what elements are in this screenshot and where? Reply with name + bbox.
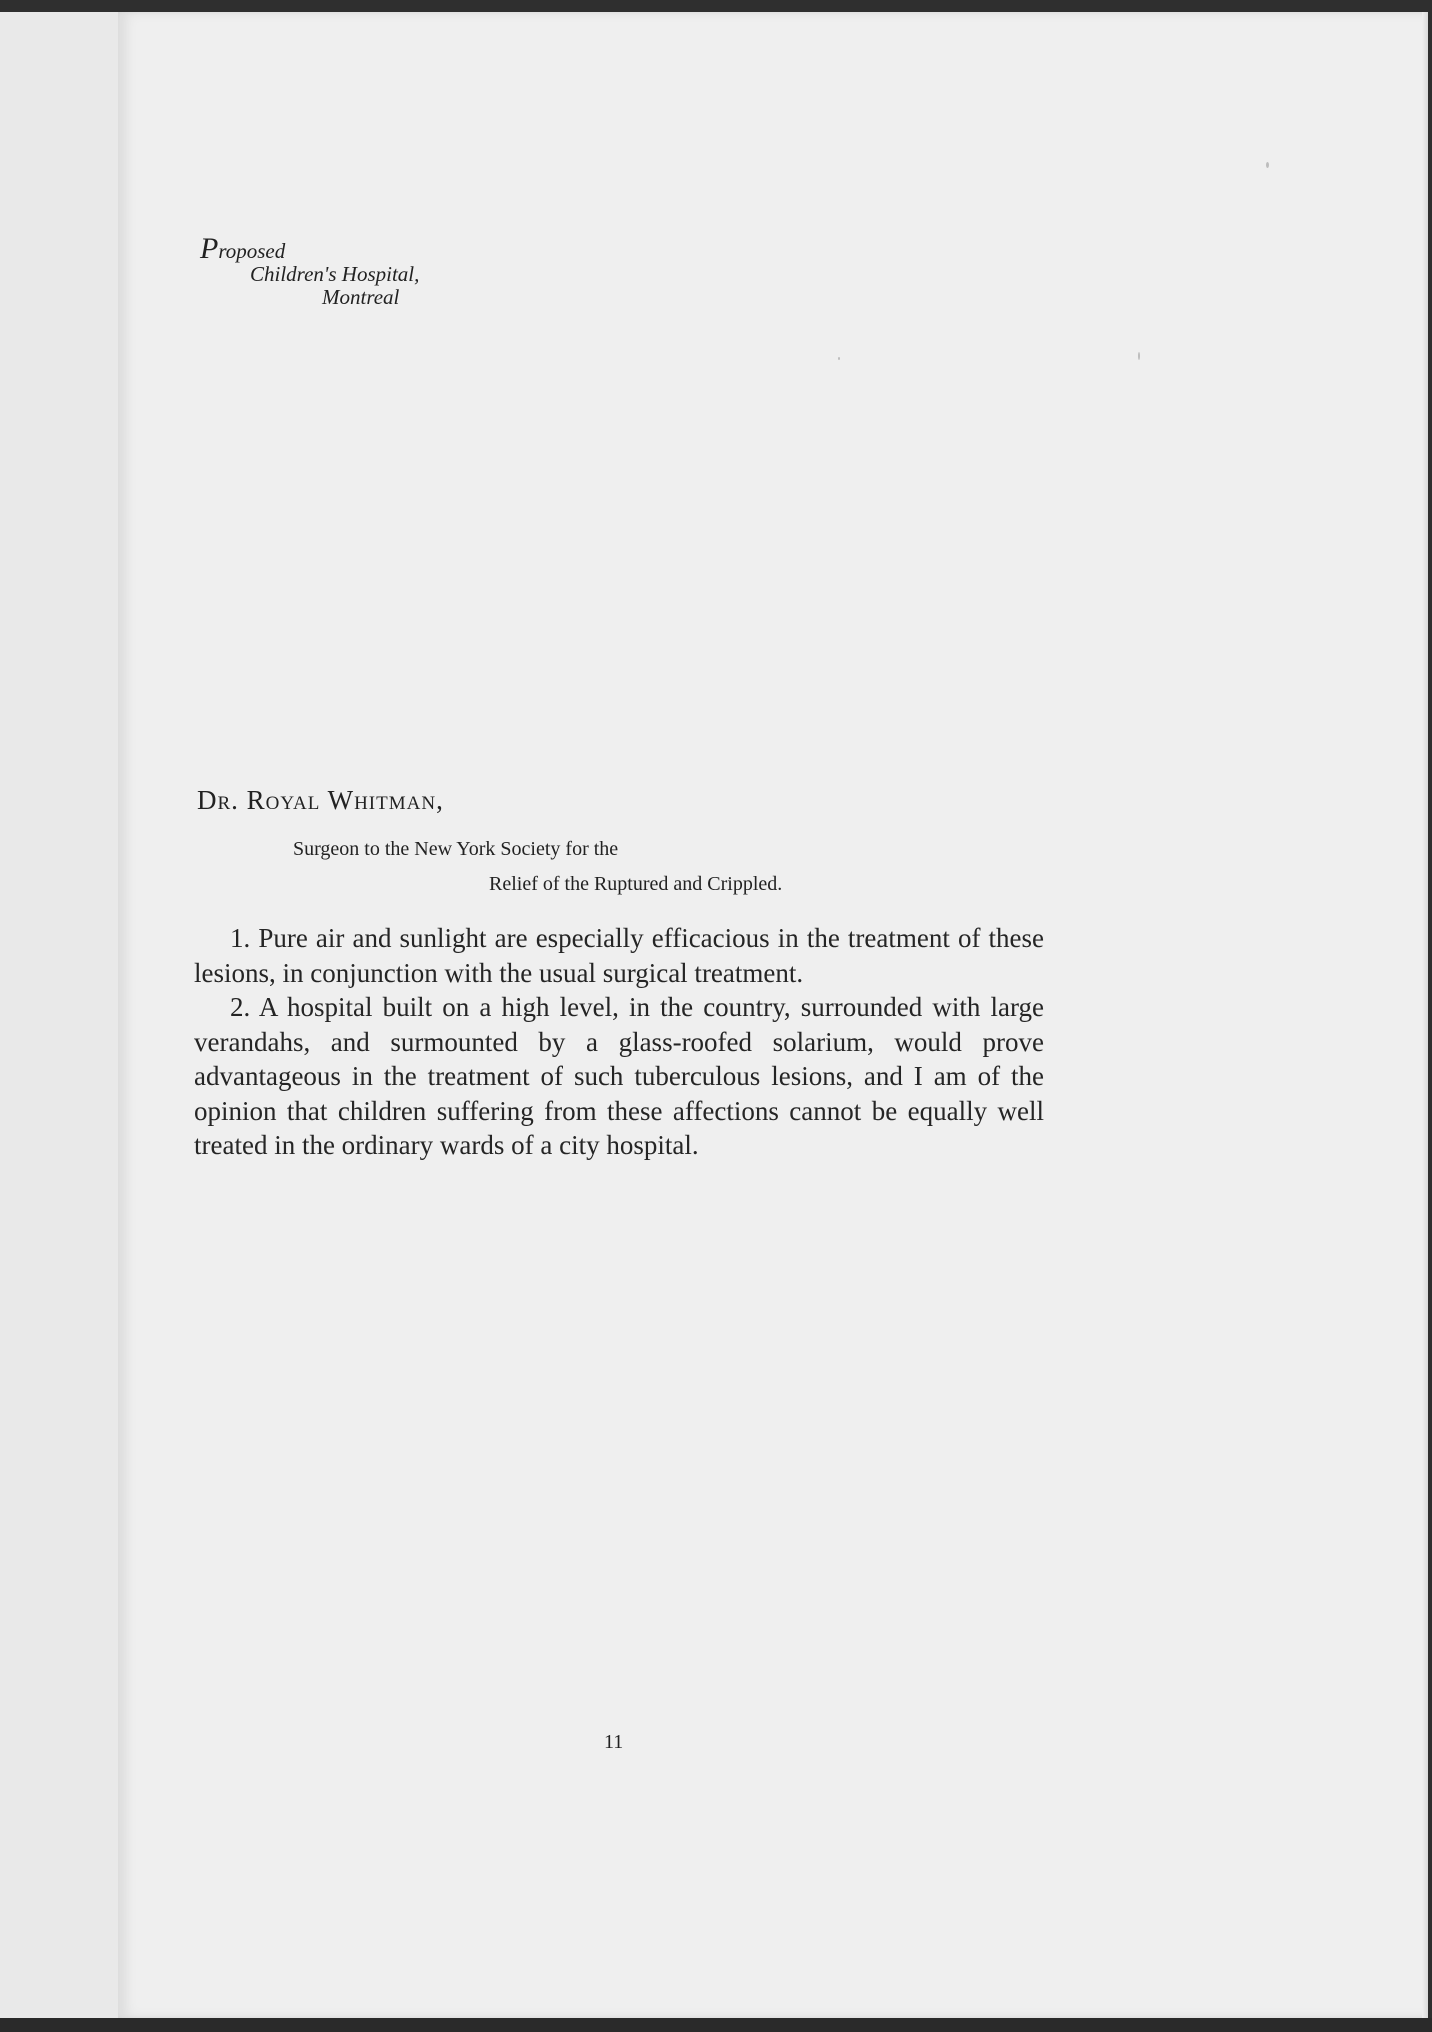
addressee-affiliation-line-2: Relief of the Ruptured and Crippled. — [489, 873, 783, 895]
letterhead-line-1 — [200, 232, 419, 265]
left-page-edge — [0, 12, 122, 2020]
addressee-name: Dr. Royal Whitman, — [197, 785, 444, 815]
letterhead — [200, 232, 420, 309]
addressee-affiliation-line-1: Surgeon to the New York Society for the — [293, 838, 619, 860]
letterhead-initial: P — [200, 232, 219, 265]
paragraph-1: 1. Pure air and sunlight are especially efficacious in the treatment of these lesions, in conjunction with the usual surgical treatment. — [194, 923, 1044, 988]
letterhead-line-2: Children's Hospital, — [250, 262, 420, 286]
paragraph-2: 2. A hospital built on a high level, in the country, surrounded with large verandahs, and surmounted by a glass-roofed solarium, would prove advantageous in the treatment of such tuberculous lesions, and I am of the opinion that children suffering from these affections cannot be equally well treated in the ordinary wards of a city hospital. — [194, 992, 1044, 1160]
letterhead-line-3: Montreal — [322, 285, 400, 309]
letterhead-line-1-rest: roposed — [218, 239, 286, 263]
paper-speck — [1138, 352, 1140, 360]
paper-speck — [1266, 162, 1269, 168]
letter-body — [194, 921, 1044, 1163]
page-right-edge — [1422, 12, 1428, 2018]
scan-bottom-edge — [0, 2018, 1432, 2032]
paper-speck — [838, 357, 840, 360]
page-number: 11 — [604, 1731, 624, 1753]
